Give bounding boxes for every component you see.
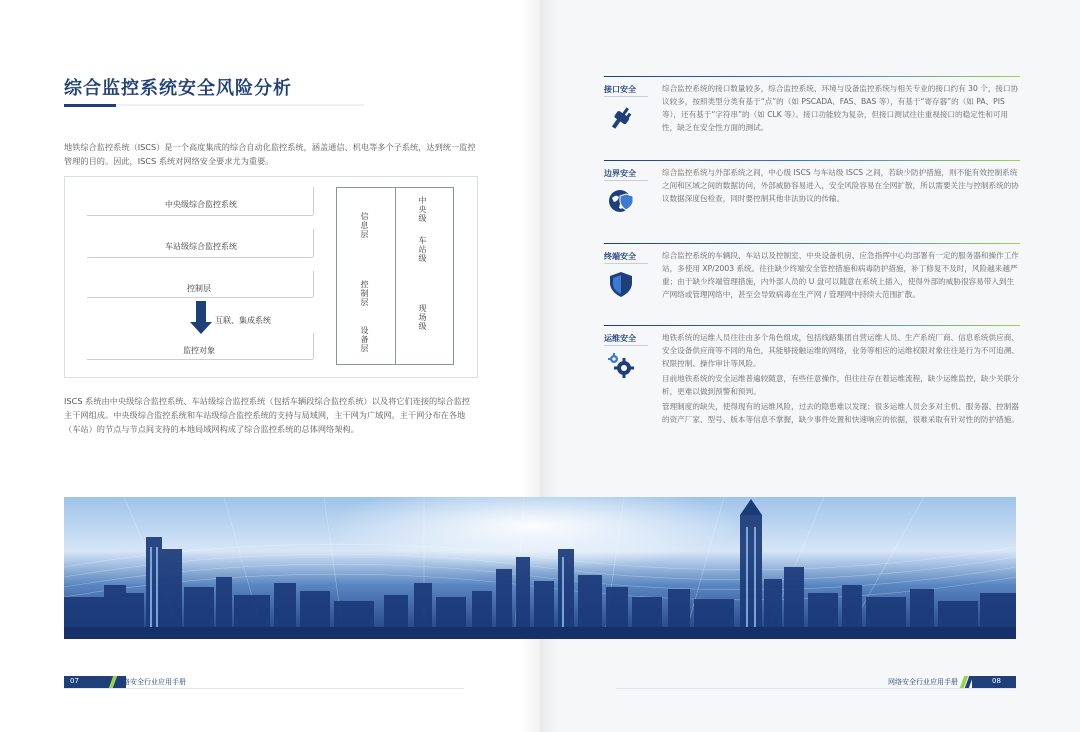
- page-number-left: 07: [70, 677, 79, 685]
- globe-shield-icon: [606, 186, 636, 216]
- footer-label-left: 网络安全行业应用手册: [116, 678, 186, 686]
- level-divider: [87, 359, 313, 360]
- level-bracket: [313, 271, 314, 297]
- level-divider: [87, 257, 313, 258]
- section-rule: [604, 325, 1020, 326]
- section-terminal-security: [604, 243, 1020, 327]
- tier-field: 现场级: [418, 304, 427, 331]
- section-paragraph: 目前地铁系统的安全运维普遍较随意，有些任意操作，但往往存在着运维流程，缺少运维监控，缺少关联分析，更难以做到预警和预判。: [662, 374, 1019, 396]
- city-skyline-banner: [64, 497, 1016, 639]
- level-bracket: [313, 333, 314, 359]
- section-boundary-security: [604, 160, 1020, 244]
- plug-icon: [606, 102, 636, 132]
- level-control: 控制层: [187, 284, 211, 293]
- section-label: 接口安全: [604, 85, 636, 94]
- section-paragraph: 管理制度的缺失，使得现有的运维风险，过去的隐患难以发现；很多运维人员会多对主机、服务器、控制器的资产厂家、型号、版本等信息不掌握，缺少事件处置和快速响应的依据，很难采取有针对性的防护措施。: [662, 402, 1019, 424]
- down-arrow-icon: [196, 301, 206, 323]
- level-bracket: [313, 187, 314, 215]
- layer-device: 设备层: [360, 326, 369, 353]
- section-rule: [604, 243, 1020, 244]
- page-number-right: 08: [992, 677, 1001, 685]
- section-label-rule: [604, 180, 648, 181]
- tier-station: 车站级: [418, 236, 427, 263]
- down-arrow-head: [190, 322, 212, 334]
- section-ops-security: [604, 325, 1020, 445]
- arrow-label: 互联、集成系统: [215, 316, 271, 325]
- tier-central: 中央级: [418, 196, 427, 223]
- footer-label-right: 网络安全行业应用手册: [888, 678, 958, 686]
- section-rule: [604, 160, 1020, 161]
- footer-rule: [64, 688, 464, 689]
- level-divider: [87, 297, 313, 298]
- section-rule: [604, 76, 1020, 77]
- skyline-illustration: [64, 497, 1016, 639]
- level-divider: [87, 215, 313, 216]
- section-paragraph: 地铁系统的运维人员往往由多个角色组成，包括线路集团自营运维人员、生产系统厂商、信息系统供应商、安全设备供应商等不同的角色，其能够接触运维的网络，业务等相应的运维权限对象往往是行为不可追溯、权限控制、操作审计等风险。: [662, 333, 1019, 368]
- intro-paragraph: 地铁综合监控系统（ISCS）是一个高度集成的综合自动化监控系统，涵盖通信、机电等多个子系统，达到统一监控管理的目的。因此，ISCS 系统对网络安全要求尤为重要。: [64, 142, 476, 166]
- layer-info: 信息层: [360, 212, 369, 239]
- level-central: 中央级综合监控系统: [165, 200, 237, 209]
- page-title: 综合监控系统安全风险分析: [64, 78, 292, 99]
- section-label: 终端安全: [604, 252, 636, 261]
- gears-icon: [606, 351, 636, 381]
- level-objects: 监控对象: [183, 346, 215, 355]
- section-label-rule: [604, 96, 648, 97]
- section-body: 综合监控系统的接口数量较多，综合监控系统、环境与设备监控系统与相关专业的接口约有 30 个，接口协议较多，按照类型分类有基于“点”的（如 PSCADA、FAS、BAS 等），有基于“寄存器”的（如 PA、PIS 等），还有基于“字符串”的（如 CLK 等）。接口功能较为复杂，但接口测试往往重视接口的稳定性和可用性，缺乏在安全性方面的测试。: [662, 84, 1019, 132]
- section-label-rule: [604, 263, 648, 264]
- level-station: 车站级综合监控系统: [165, 242, 237, 251]
- footer-rule: [616, 688, 1016, 689]
- section-interface-security: [604, 76, 1020, 160]
- level-bracket: [313, 229, 314, 257]
- shield-icon: [606, 269, 636, 299]
- table-divider: [395, 188, 396, 364]
- layer-control: 控制层: [360, 280, 369, 307]
- section-body: 综合监控系统与外部系统之间，中心级 ISCS 与车站级 ISCS 之间，若缺少防护措施，则不能有效控制系统之间和区域之间的数据访问，外部威胁容易进入，安全风险容易在全网扩散，所以需要关注与控制系统的协议数据深度包检查，同时要控制其他非法协议的传输。: [662, 168, 1019, 203]
- section-label: 边界安全: [604, 169, 636, 178]
- architecture-caption: ISCS 系统由中央级综合监控系统、车站级综合监控系统（包括车辆段综合监控系统）以及将它们连接的综合监控主干网组成。中央级综合监控系统和车站级综合监控系统的支持与局域网，主干网为广域网。主干网分布在各地（车站）的节点与节点间支持的本地局域网构成了综合监控系统的总体网络架构。: [64, 396, 470, 434]
- section-label: 运维安全: [604, 334, 636, 343]
- layer-table: [336, 187, 454, 365]
- section-body: [662, 331, 1020, 426]
- section-body: 综合监控系统的车辆段、车站以及控制室、中央设备机房、应急指挥中心均部署有一定的服务器和操作工作站，多使用 XP/2003 系统。往往缺少终端安全管控措施和病毒防护措施，补丁修复不及时，风险越来越严重；由于缺少终端管理措施，内外部人员的 U 盘可以随意在系统上插入，使得外部的威胁很容易带入到生产网络或管理网络中，甚至会导致病毒在生产网 / 管理网中持续大范围扩散。: [662, 251, 1019, 299]
- section-label-rule: [604, 345, 648, 346]
- title-rule-accent: [64, 104, 116, 107]
